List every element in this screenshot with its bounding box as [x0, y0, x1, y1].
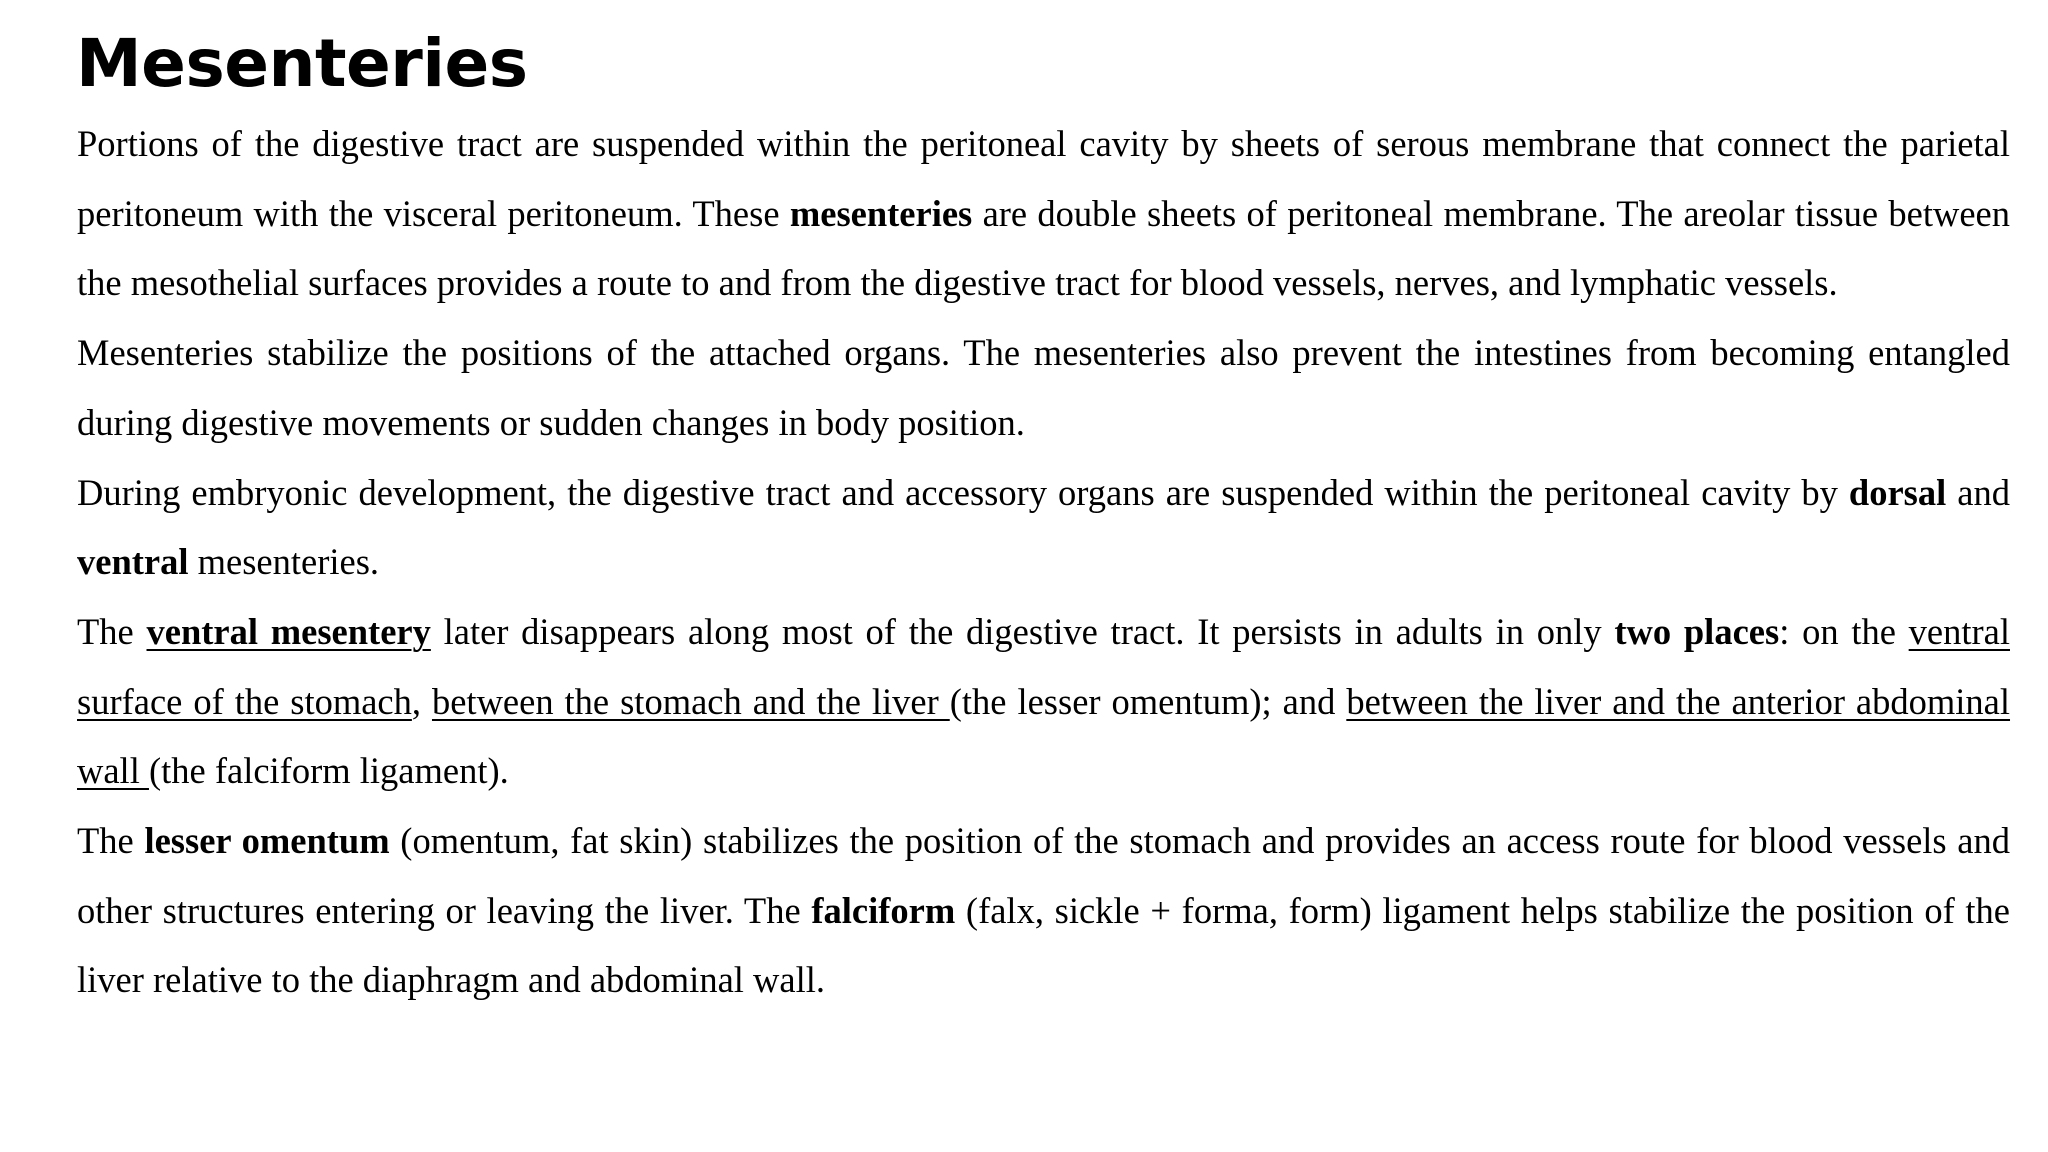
- slide-title: Mesenteries: [76, 25, 528, 102]
- text-run: During embryonic development, the digestive tract and accessory organs are suspended within the peritoneal cavity by: [77, 471, 1849, 513]
- text-run: Portions of the digestive tract are suspended within the peritoneal cavity by sheets of serous membrane that connect the parietal peritoneum with the visceral peritoneum. These: [77, 123, 2010, 234]
- paragraph-ventral-mesentery: [77, 597, 2010, 806]
- location-liver-abdominal-wall: between the liver and the anterior abdominal wall: [77, 680, 2011, 792]
- text-run: are double sheets of peritoneal membrane. The areolar tissue between the mesothelial surfaces provides a route to and from the digestive tract for blood vessels, nerves, and lymphatic vessels.: [77, 192, 2010, 304]
- term-two-places: two places: [1614, 610, 1780, 652]
- paragraph-mesenteries-definition: [77, 109, 2010, 318]
- text-run: : on the: [1779, 610, 1909, 652]
- paragraph-lesser-omentum-falciform: [77, 806, 2010, 1015]
- term-ventral: ventral: [77, 541, 189, 583]
- text-run: Mesenteries stabilize the positions of the attached organs. The mesenteries also prevent the intestines from becoming entangled during digestive movements or sudden changes in body position.: [77, 332, 2010, 443]
- text-run: (omentum, fat skin) stabilizes the position of the stomach and provides an access route for blood vessels and other structures entering or leaving the liver. The: [77, 820, 2011, 931]
- slide-body: [77, 109, 2010, 1015]
- location-ventral-surface-stomach: ventral surface of the stomach: [77, 610, 2010, 722]
- text-run: (falx, sickle + forma, form) ligament helps stabilize the position of the liver relative to the diaphragm and abdominal wall.: [77, 889, 2010, 1001]
- location-stomach-liver: between the stomach and the liver: [431, 680, 950, 722]
- term-lesser-omentum: lesser omentum: [144, 820, 390, 862]
- text-run: The: [77, 610, 147, 652]
- term-mesenteries: mesenteries: [789, 192, 973, 234]
- text-run: and: [1946, 471, 2010, 513]
- term-falciform: falciform: [811, 889, 956, 931]
- text-run: The: [77, 820, 145, 862]
- text-run: mesenteries.: [188, 541, 380, 583]
- term-dorsal: dorsal: [1848, 471, 1947, 513]
- paragraph-mesenteries-function: [77, 318, 2010, 457]
- text-run: ,: [411, 680, 432, 722]
- text-run: later disappears along most of the digestive tract. It persists in adults in only: [430, 610, 1615, 652]
- term-ventral-mesentery-underline: ventral mesentery: [146, 610, 431, 652]
- text-run: (the lesser omentum); and: [949, 680, 1347, 722]
- paragraph-embryonic-development: [77, 458, 2010, 597]
- text-run: (the falciform ligament).: [148, 750, 509, 792]
- term-ventral-mesentery: [147, 611, 431, 652]
